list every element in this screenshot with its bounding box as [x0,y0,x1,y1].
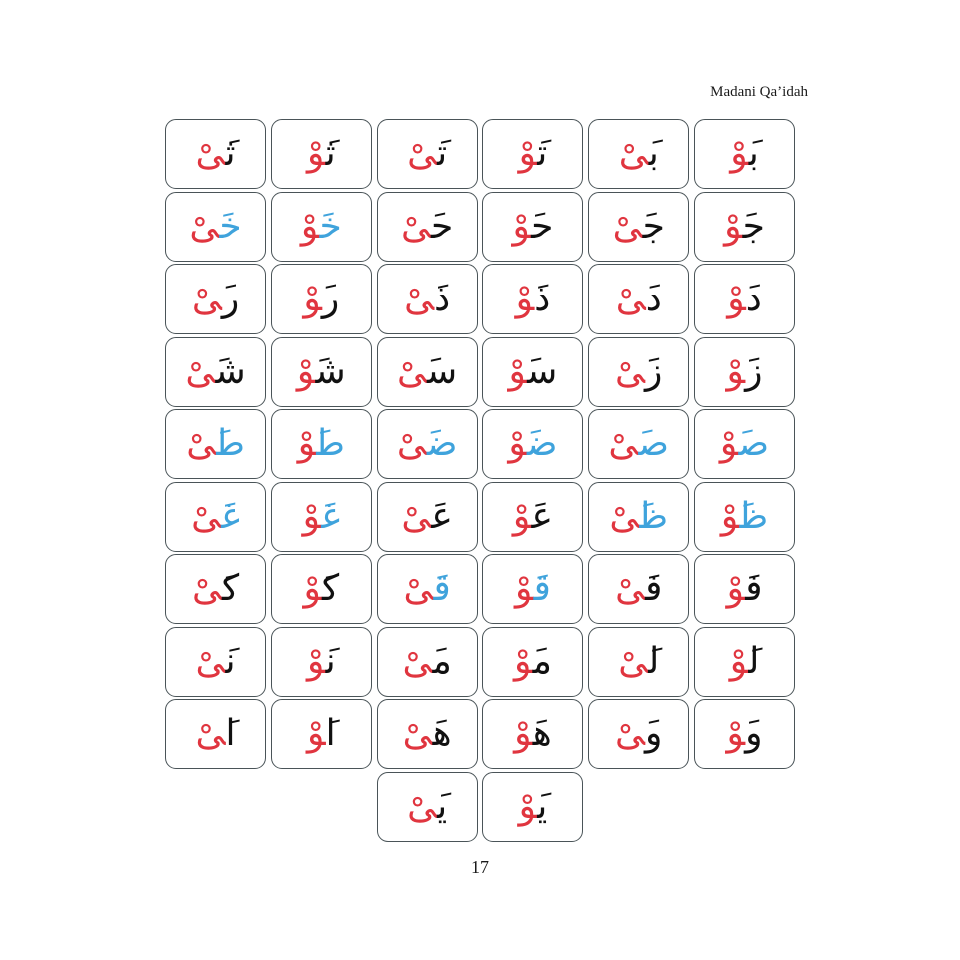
letter-card [271,409,372,479]
letter-card-word [195,640,236,682]
letter-card [377,409,478,479]
base-letter: د‍ [745,278,762,319]
letter-card [588,482,689,552]
letter-card-word [508,350,558,392]
letter-card-word [191,495,240,537]
harakat-ending: ‍َیْ [615,568,646,609]
base-letter: و‍ [745,713,763,754]
base-letter: ب‍ [748,133,759,174]
harakat-ending: ‍َوْ [726,713,746,754]
letter-card [271,264,372,334]
base-letter: ب‍ [648,133,659,174]
harakat-ending: ‍َوْ [518,785,538,827]
letter-card-word [609,495,669,537]
harakat-ending: ‍َوْ [513,640,533,682]
harakat-ending: ‍َوْ [307,640,326,682]
harakat-ending: ‍َوْ [300,205,320,247]
letter-card [377,554,478,624]
letter-card [694,337,795,407]
letter-card-word [297,423,345,464]
letter-card-word [191,568,240,609]
harakat-ending: ‍َوْ [724,205,743,247]
letter-card [377,627,478,697]
letter-card-word [189,205,242,247]
base-letter: ق‍ [533,568,551,609]
letter-card [377,337,478,407]
letter-card [377,192,478,262]
harakat-ending: ‍َوْ [518,133,538,174]
base-letter: ن‍ [225,640,236,682]
base-letter: ا‍ [225,713,236,754]
letter-card-word [307,640,336,682]
letter-card [482,699,583,769]
harakat-ending: ‍َیْ [403,568,434,609]
base-letter: ش‍ [315,350,346,392]
letter-card [694,554,795,624]
letter-card [588,554,689,624]
letter-card [694,627,795,697]
letter-card-word [400,205,454,247]
letter-card-word [403,568,451,609]
harakat-ending: ‍َیْ [407,785,438,827]
harakat-ending: ‍َیْ [185,350,216,392]
letter-card [377,482,478,552]
letter-card [588,192,689,262]
base-letter: ص‍ [638,423,669,464]
letter-card-word [615,713,663,754]
harakat-ending: ‍َوْ [303,568,323,609]
base-letter: ی‍ [537,785,548,827]
letter-card-word [396,423,458,464]
base-letter: ز‍ [645,350,663,392]
harakat-ending: ‍َوْ [515,278,535,319]
letter-card [271,337,372,407]
harakat-ending: ‍َیْ [618,133,649,174]
letter-card-word [726,713,763,754]
letter-card [588,699,689,769]
letter-card [694,409,795,479]
letter-card [482,337,583,407]
base-letter: ض‍ [426,423,458,464]
letter-card [271,554,372,624]
base-letter: ح‍ [531,205,554,247]
harakat-ending: ‍َیْ [615,713,646,754]
harakat-ending: ‍َوْ [508,350,528,392]
letter-card-word [615,278,662,319]
letter-card-word [186,423,245,464]
letter-card [694,482,795,552]
harakat-ending: ‍َوْ [512,205,532,247]
letter-card [271,482,372,552]
harakat-ending: ‍َیْ [189,205,220,247]
letter-card [377,699,478,769]
letter-card-word [397,350,458,392]
base-letter: غ‍ [221,495,240,537]
base-letter: ص‍ [738,423,770,464]
letter-card-word [727,278,762,319]
harakat-ending: ‍َوْ [727,278,746,319]
letter-card [588,264,689,334]
base-letter: ت‍ [537,133,548,174]
letter-card-word [514,713,552,754]
harakat-ending: ‍َوْ [296,350,316,392]
base-letter: ح‍ [430,205,454,247]
letter-card [588,337,689,407]
base-letter: ه‍ [432,713,452,754]
harakat-ending: ‍َوْ [730,133,749,174]
letter-card-word [515,278,551,319]
letter-card [271,699,372,769]
base-letter: ر‍ [321,278,340,319]
letter-card-word [518,785,548,827]
base-letter: ث‍ [225,133,236,174]
letter-card-word [302,495,341,537]
letter-card-word [618,640,660,682]
letter-card-word [307,133,336,174]
letter-card-word [296,350,346,392]
letter-card-word [512,495,553,537]
harakat-ending: ‍َوْ [307,713,326,754]
letter-card-word [402,640,452,682]
base-letter: ه‍ [532,713,552,754]
letter-card-word [303,278,340,319]
letter-card-word [195,713,236,754]
letter-card-word [508,423,558,464]
harakat-ending: ‍َوْ [726,568,746,609]
letter-card [694,119,795,189]
harakat-ending: ‍َیْ [191,568,222,609]
letter-card-word [720,495,769,537]
harakat-ending: ‍َیْ [407,133,438,174]
harakat-ending: ‍َیْ [402,713,433,754]
harakat-ending: ‍َیْ [618,640,649,682]
base-letter: ز‍ [745,350,763,392]
harakat-ending: ‍َیْ [401,495,432,537]
base-letter: ع‍ [531,495,553,537]
letter-card [165,337,266,407]
base-letter: ج‍ [642,205,665,247]
base-letter: ن‍ [325,640,336,682]
letter-card [165,627,266,697]
letter-card-word [515,568,551,609]
letter-card [165,554,266,624]
letter-card-word [719,423,770,464]
harakat-ending: ‍َیْ [195,713,226,754]
base-letter: و‍ [645,713,663,754]
letter-card [694,699,795,769]
base-letter: ع‍ [431,495,453,537]
letter-card-word [724,205,765,247]
harakat-ending: ‍َیْ [608,423,639,464]
base-letter: ق‍ [433,568,451,609]
letter-card [271,119,372,189]
letter-card-word [730,133,759,174]
harakat-ending: ‍َیْ [186,423,217,464]
harakat-ending: ‍َوْ [726,350,746,392]
harakat-ending: ‍َوْ [297,423,317,464]
letter-card [694,264,795,334]
letter-card [271,192,372,262]
letter-card [165,119,266,189]
base-letter: ف‍ [745,568,763,609]
base-letter: ط‍ [316,423,345,464]
letter-card [588,409,689,479]
letter-card [377,264,478,334]
base-letter: ل‍ [748,640,760,682]
base-letter: س‍ [527,350,558,392]
letter-card-word [402,713,452,754]
harakat-ending: ‍َوْ [515,568,534,609]
base-letter: م‍ [432,640,452,682]
base-letter: غ‍ [321,495,341,537]
letter-card [165,192,266,262]
base-letter: ی‍ [437,785,448,827]
base-letter: م‍ [532,640,552,682]
letter-card-word [307,713,336,754]
base-letter: ش‍ [215,350,246,392]
letter-card [377,772,478,842]
harakat-ending: ‍َیْ [615,278,646,319]
harakat-ending: ‍َیْ [191,278,222,319]
base-letter: ک‍ [322,568,340,609]
letter-card [588,627,689,697]
letter-card [165,264,266,334]
letter-card-grid [165,119,795,842]
harakat-ending: ‍َیْ [615,350,646,392]
letter-card [377,119,478,189]
letter-card-word [185,350,246,392]
letter-card-word [195,133,236,174]
letter-card [482,264,583,334]
letter-card-word [615,568,663,609]
letter-card-word [608,423,669,464]
letter-card-word [518,133,548,174]
letter-card [482,554,583,624]
harakat-ending: ‍َوْ [508,423,527,464]
harakat-ending: ‍َوْ [512,495,532,537]
harakat-ending: ‍َیْ [397,350,428,392]
harakat-ending: ‍َیْ [191,495,222,537]
letter-card-word [401,495,453,537]
base-letter: خ‍ [319,205,342,247]
letter-card-word [612,205,665,247]
base-letter: ظ‍ [639,495,669,537]
letter-card-word [512,205,554,247]
letter-card-word [303,568,340,609]
page-number: 17 [471,857,489,877]
letter-card [482,772,583,842]
letter-card-word [300,205,342,247]
letter-card-word [191,278,240,319]
base-letter: ک‍ [221,568,240,609]
harakat-ending: ‍َوْ [719,423,739,464]
base-letter: ج‍ [742,205,765,247]
harakat-ending: ‍َیْ [402,640,433,682]
harakat-ending: ‍َوْ [514,713,533,754]
letter-card-word [726,350,763,392]
letter-card [165,409,266,479]
harakat-ending: ‍َیْ [195,640,226,682]
harakat-ending: ‍َیْ [396,423,427,464]
base-letter: ف‍ [645,568,663,609]
letter-card [694,192,795,262]
base-letter: د‍ [645,278,662,319]
base-letter: ظ‍ [739,495,769,537]
letter-card-word [615,350,663,392]
letter-card [482,482,583,552]
harakat-ending: ‍َوْ [302,495,322,537]
letter-card [165,482,266,552]
letter-card-word [407,785,448,827]
harakat-ending: ‍َیْ [612,205,643,247]
base-letter: ل‍ [648,640,660,682]
letter-card [482,192,583,262]
letter-card [588,119,689,189]
base-letter: ط‍ [216,423,245,464]
letter-card [482,627,583,697]
base-letter: ض‍ [526,423,558,464]
base-letter: خ‍ [219,205,242,247]
letter-card-word [618,133,659,174]
harakat-ending: ‍َیْ [195,133,226,174]
letter-card-word [513,640,552,682]
book-title: Madani Qa’idah [710,84,808,100]
harakat-ending: ‍َیْ [404,278,435,319]
base-letter: ا‍ [325,713,336,754]
harakat-ending: ‍َوْ [720,495,740,537]
harakat-ending: ‍َوْ [729,640,749,682]
letter-card [165,699,266,769]
base-letter: ذ‍ [534,278,551,319]
harakat-ending: ‍َوْ [307,133,326,174]
harakat-ending: ‍َوْ [303,278,322,319]
base-letter: ت‍ [437,133,448,174]
base-letter: س‍ [427,350,458,392]
letter-card-word [729,640,760,682]
letter-card [482,119,583,189]
letter-card-word [407,133,448,174]
letter-card-word [726,568,763,609]
base-letter: ر‍ [221,278,240,319]
harakat-ending: ‍َیْ [609,495,640,537]
letter-card [271,627,372,697]
base-letter: ذ‍ [434,278,451,319]
base-letter: ث‍ [325,133,336,174]
harakat-ending: ‍َیْ [400,205,431,247]
letter-card-word [404,278,451,319]
letter-card [482,409,583,479]
